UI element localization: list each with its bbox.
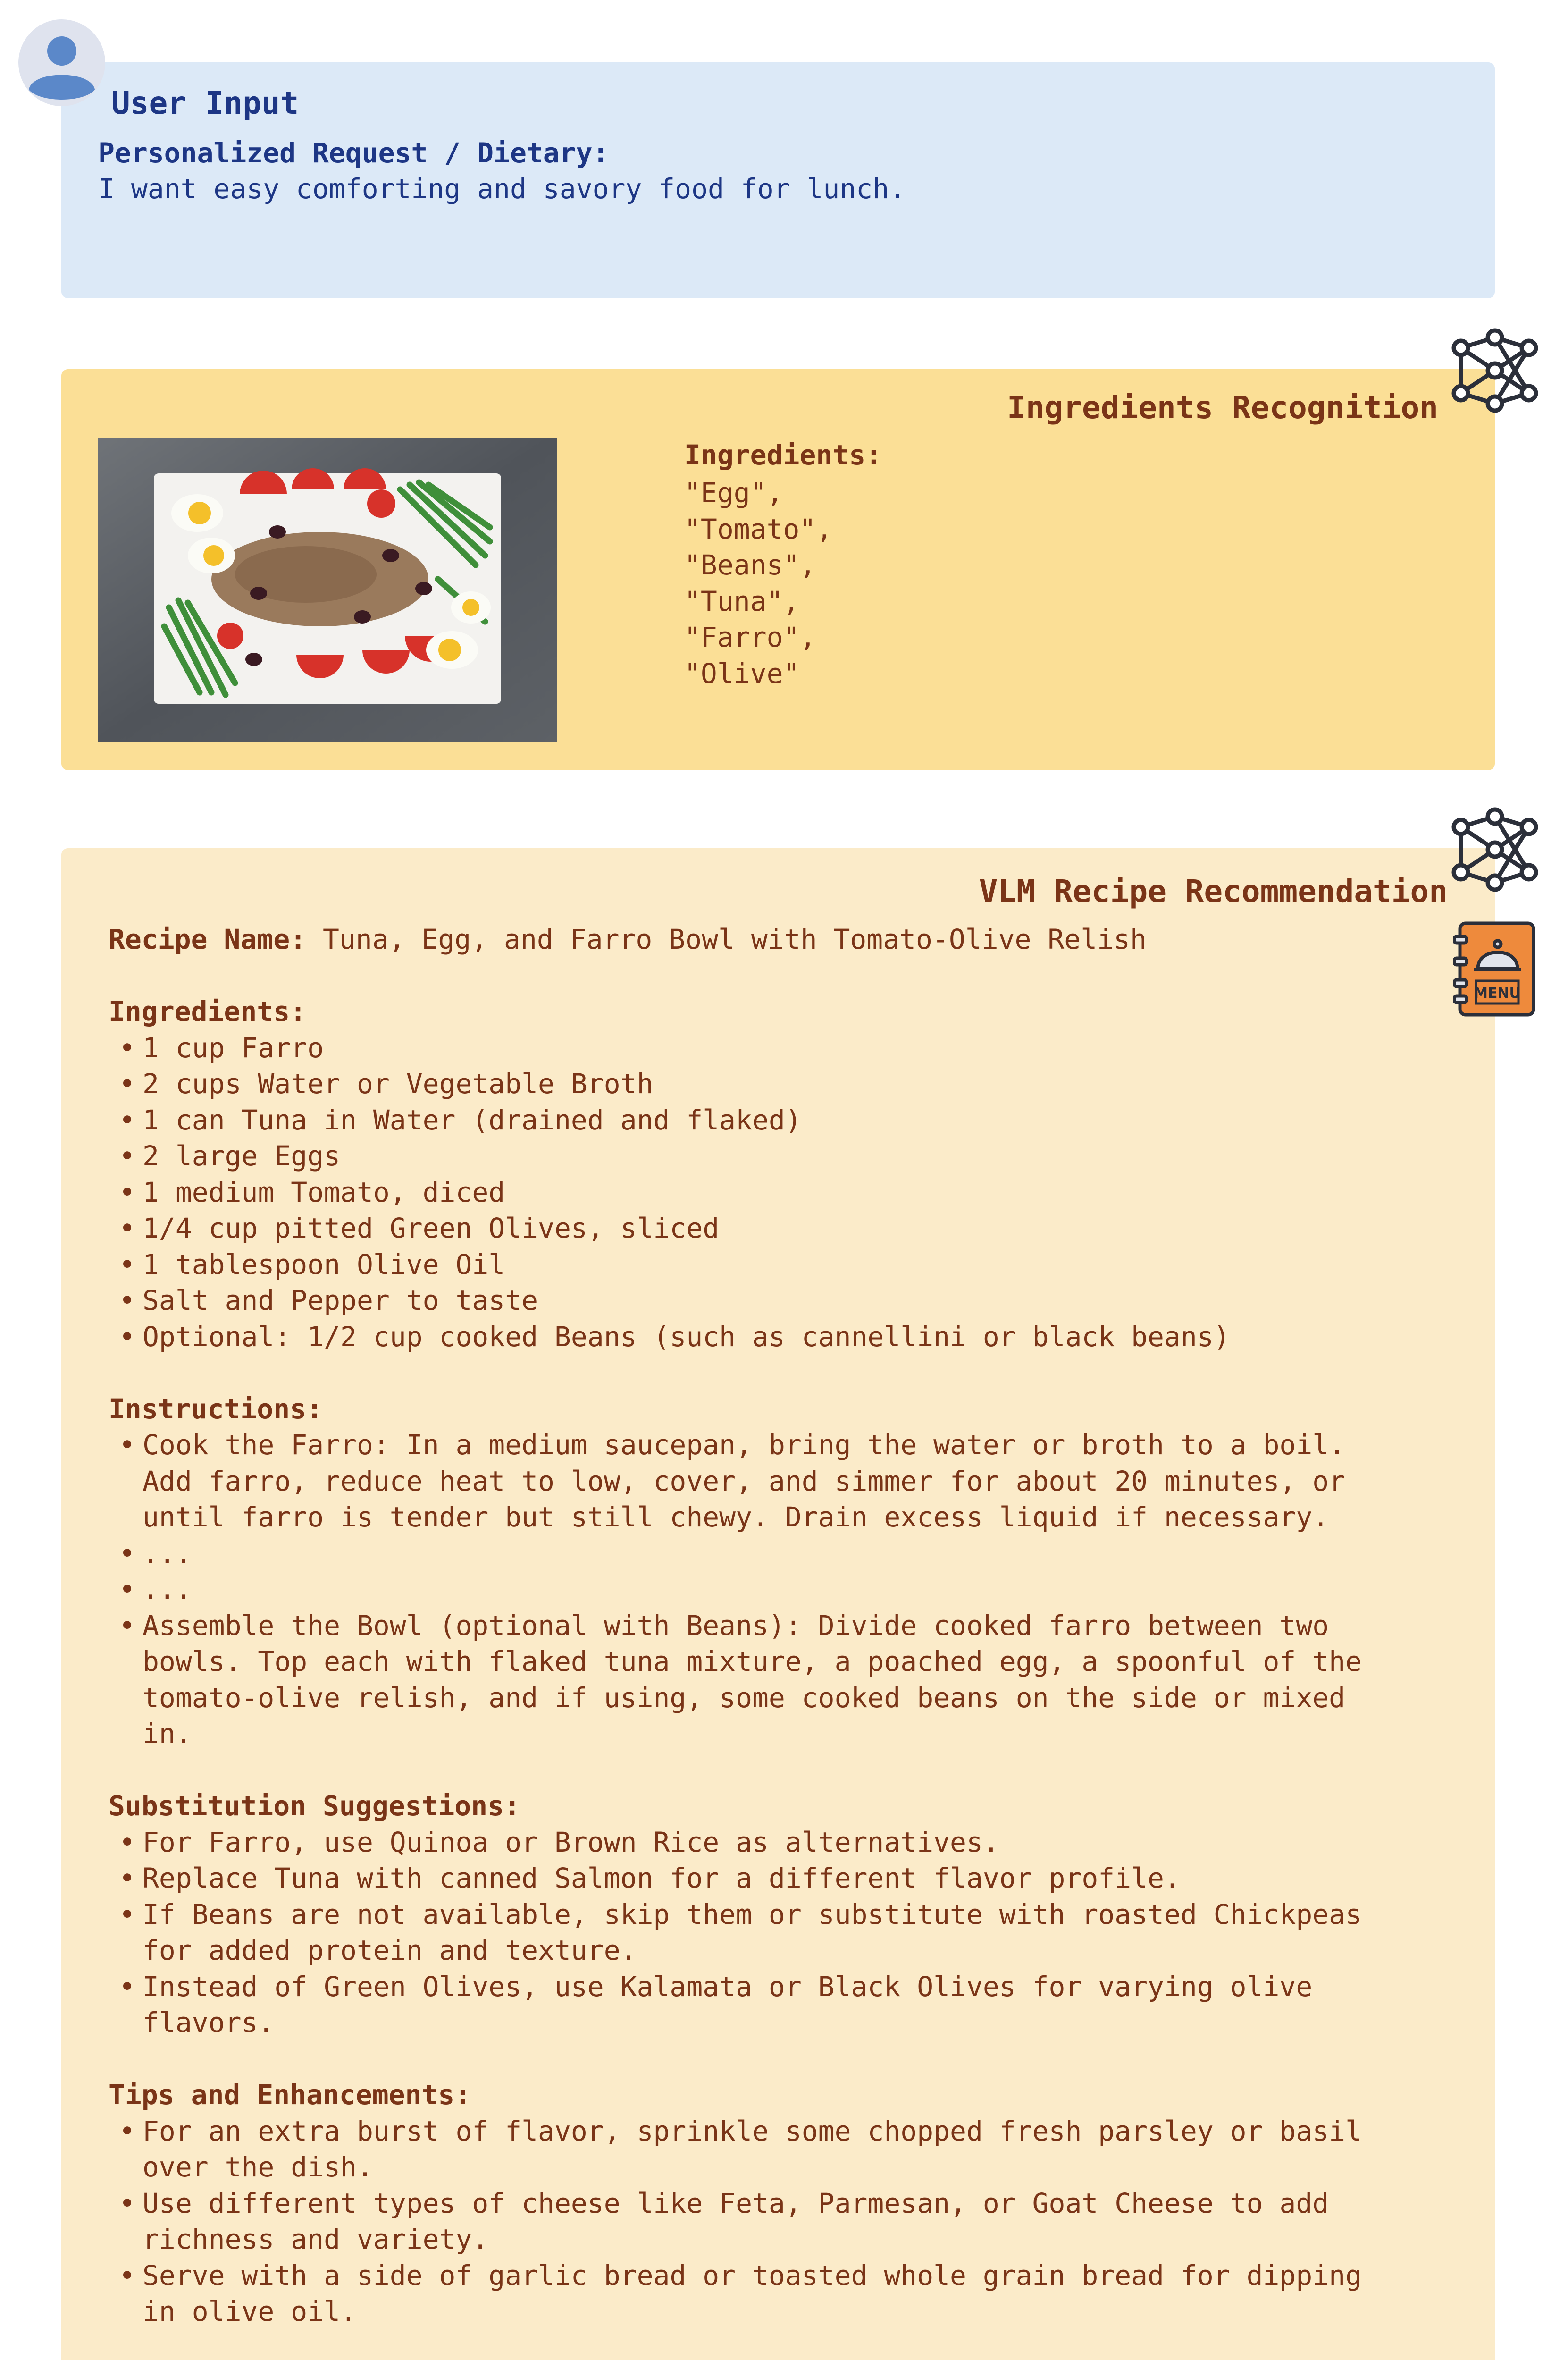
list-item: • For Farro, use Quinoa or Brown Rice as alternatives.	[109, 1824, 1453, 1861]
list-item: • 2 cups Water or Vegetable Broth	[109, 1066, 1453, 1102]
food-photo	[98, 438, 557, 742]
recognized-ingredients-list	[684, 475, 832, 691]
list-item: "Tuna",	[684, 585, 800, 617]
list-item: • 1 can Tuna in Water (drained and flaked)	[109, 1102, 1453, 1138]
user-input-title: User Input	[111, 85, 299, 121]
instructions-heading: Instructions:	[109, 1392, 323, 1425]
dietary-request-text: I want easy comforting and savory food for lunch.	[98, 173, 906, 205]
tips-list	[109, 2113, 1453, 2330]
list-item: • Optional: 1/2 cup cooked Beans (such as cannellini or black beans)	[109, 1319, 1453, 1355]
neural-network-icon	[1448, 323, 1542, 418]
list-item: "Tomato",	[684, 513, 833, 545]
ingredients-label: Ingredients:	[684, 439, 882, 471]
list-item: • Use different types of cheese like Feta, Parmesan, or Goat Cheese to add richness and variety.	[109, 2185, 1453, 2258]
list-item: • For an extra burst of flavor, sprinkle some chopped fresh parsley or basil over the dish.	[109, 2113, 1453, 2185]
user-avatar-icon	[18, 19, 106, 107]
list-item: "Farro",	[684, 621, 816, 653]
list-item: • Serve with a side of garlic bread or toasted whole grain bread for dipping in olive oil.	[109, 2258, 1453, 2330]
neural-network-icon	[1448, 802, 1542, 897]
menu-icon-text: MENU	[1474, 985, 1521, 1002]
list-item: • 1 tablespoon Olive Oil	[109, 1247, 1453, 1283]
list-item: • 1 medium Tomato, diced	[109, 1174, 1453, 1211]
list-item: • Replace Tuna with canned Salmon for a different flavor profile.	[109, 1860, 1453, 1896]
list-item: "Egg",	[684, 477, 783, 509]
recipe-name: Tuna, Egg, and Farro Bowl with Tomato-Olive Relish	[306, 923, 1147, 955]
list-item: • Cook the Farro: In a medium saucepan, bring the water or broth to a boil. Add farro, reduce heat to low, cover, and simmer for about 20 minutes, or until farro is tender but still chewy. Drain excess liquid if necessary.	[109, 1427, 1453, 1535]
dietary-request-label: Personalized Request / Dietary:	[98, 137, 609, 169]
menu-book-icon	[1453, 920, 1536, 1018]
list-item: "Olive"	[684, 657, 800, 690]
substitutions-list	[109, 1824, 1453, 2041]
list-item: "Beans",	[684, 549, 816, 581]
ingredients-recognition-title: Ingredients Recognition	[1007, 389, 1438, 426]
recipe-body	[109, 921, 1453, 2330]
list-item: • 2 large Eggs	[109, 1138, 1453, 1174]
recipe-name-row	[109, 921, 1453, 958]
tips-heading: Tips and Enhancements:	[109, 2079, 471, 2111]
list-item: • Instead of Green Olives, use Kalamata or Black Olives for varying olive flavors.	[109, 1969, 1453, 2041]
list-item: • ...	[109, 1571, 1453, 1608]
list-item: • Assemble the Bowl (optional with Beans): Divide cooked farro between two bowls. Top each with flaked tuna mixture, a poached egg, a spoonful of the tomato-olive relish, and if using, some cooked beans on the side or mixed in.	[109, 1608, 1453, 1752]
list-item: • If Beans are not available, skip them or substitute with roasted Chickpeas for added protein and texture.	[109, 1896, 1453, 1969]
list-item: • 1/4 cup pitted Green Olives, sliced	[109, 1210, 1453, 1247]
substitutions-heading: Substitution Suggestions:	[109, 1790, 520, 1822]
instructions-list	[109, 1427, 1453, 1752]
recipe-recommendation-title: VLM Recipe Recommendation	[979, 873, 1448, 910]
list-item: • ...	[109, 1535, 1453, 1572]
list-item: • 1 cup Farro	[109, 1030, 1453, 1066]
recipe-name-label: Recipe Name:	[109, 923, 307, 955]
ingredients-heading: Ingredients:	[109, 995, 307, 1028]
list-item: • Salt and Pepper to taste	[109, 1282, 1453, 1319]
recipe-ingredients-list	[109, 1030, 1453, 1355]
